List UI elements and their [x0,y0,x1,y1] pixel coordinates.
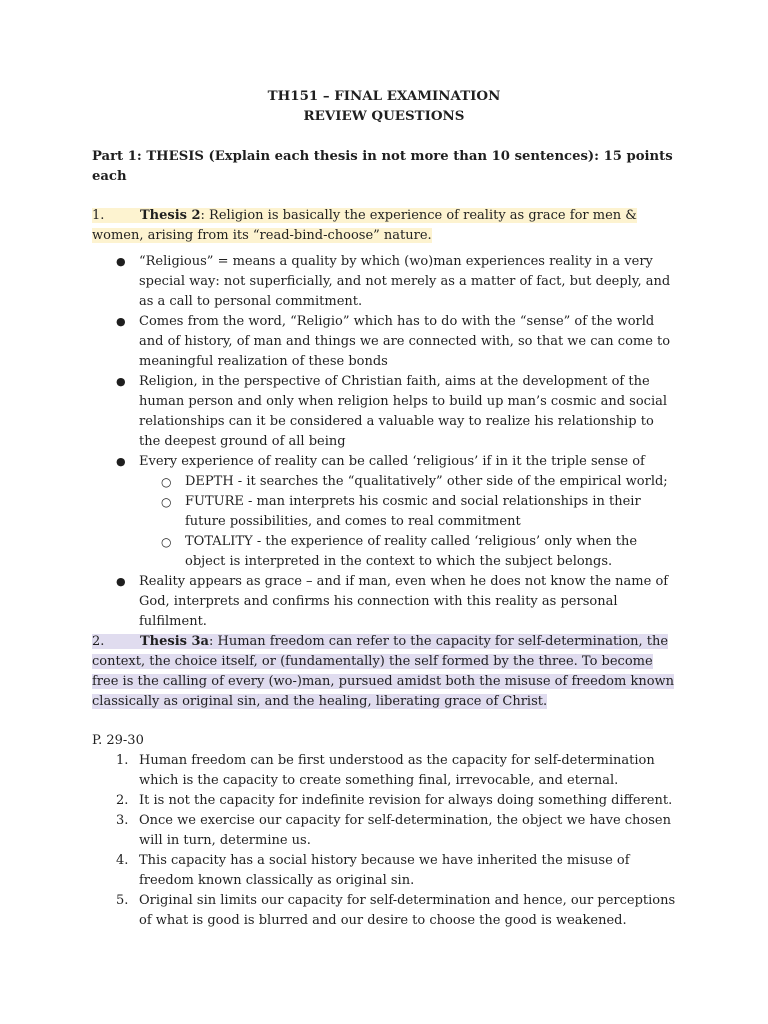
item-text: Once we exercise our capacity for self-determination, the object we have chosen will in turn, determine us. [139,813,671,848]
thesis-2-number: 2. [92,634,105,649]
document-title [92,86,676,126]
bullet-icon: ● [116,375,126,388]
bullet-text: Reality appears as grace – and if man, even when he does not know the name of God, interprets and confirms his connection with this reality as personal fulfilment. [139,574,669,629]
item-number: 4. [116,853,129,868]
sub-list-item [139,532,676,572]
item-text: This capacity has a social history because we have inherited the misuse of freedom known classically as original sin. [139,853,630,888]
thesis-1-bullets [92,252,676,632]
bullet-text: “Religious” = means a quality by which (wo)man experiences reality in a very special way: not superficially, and not merely as a matter of fact, but deeply, and as a call to personal commitment. [139,254,671,309]
circle-bullet-icon: ○ [161,535,172,549]
page-reference: P. 29-30 [92,733,144,748]
thesis-2-label: Thesis 3a [140,634,209,649]
sub-bullet-text: FUTURE - man interprets his cosmic and social relationships in their future possibilities, and comes to real commitment [185,494,641,529]
list-item [92,372,676,452]
thesis-2-text: : Human freedom can refer to the capacity for self-determination, the context, the choice itself, or (fundamentally) the self formed by the three. To become free is the calling of every (wo-)man, pursued amidst both the misuse of freedom known classically as original sin, and the healing, liberating grace of Christ. [92,634,675,709]
bullet-icon: ● [116,255,126,268]
sub-list-item [139,472,676,492]
bullet-icon: ● [116,315,126,328]
bullet-text: Religion, in the perspective of Christian faith, aims at the development of the human person and only when religion helps to build up man’s cosmic and social relationships can it be considered a valuable way to realize his relationship to the deepest ground of all being [139,374,668,449]
list-item [92,312,676,372]
sub-bullet-text: DEPTH - it searches the “qualitatively” other side of the empirical world; [185,474,668,489]
item-number: 5. [116,893,129,908]
item-number: 2. [116,793,129,808]
list-item [92,572,676,632]
thesis-1-number: 1. [92,208,105,223]
thesis-1-label: Thesis 2 [140,208,201,223]
bullet-icon: ● [116,575,126,588]
item-text: Human freedom can be first understood as the capacity for self-determination which is the capacity to create something final, irrevocable, and eternal. [139,753,655,788]
sub-list-item [139,492,676,532]
item-text: It is not the capacity for indefinite revision for always doing something different. [139,793,673,808]
item-number: 1. [116,753,129,768]
list-item [92,751,676,791]
bullet-icon: ● [116,455,126,468]
list-item [92,811,676,851]
list-item [92,252,676,312]
circle-bullet-icon: ○ [161,475,172,489]
thesis-2-highlight [92,634,674,709]
circle-bullet-icon: ○ [161,495,172,509]
sub-bullets [139,472,676,572]
list-item [92,452,676,572]
thesis-1-highlight [92,208,637,243]
list-item [92,791,676,811]
part-heading: Part 1: THESIS (Explain each thesis in not more than 10 sentences): 15 points each [92,149,673,184]
list-item [92,891,676,931]
numbered-list [92,751,676,931]
thesis-1 [92,206,676,246]
thesis-2 [92,632,676,712]
bullet-text: Comes from the word, “Religio” which has to do with the “sense” of the world and of history, of man and things we are connected with, so that we can come to meaningful realization of these bonds [139,314,671,369]
title-line-1: TH151 – FINAL EXAMINATION [267,88,501,104]
sub-bullet-text: TOTALITY - the experience of reality called ‘religious’ only when the object is interpreted in the context to which the subject belongs. [185,534,638,569]
title-line-2: REVIEW QUESTIONS [303,108,465,124]
item-number: 3. [116,813,129,828]
item-text: Original sin limits our capacity for self-determination and hence, our perceptions of what is good is blurred and our desire to choose the good is weakened. [139,893,676,928]
bullet-text: Every experience of reality can be called ‘religious’ if in it the triple sense of [139,454,645,469]
thesis-1-text: : Religion is basically the experience of reality as grace for men & women, arising from its “read-bind-choose” nature. [92,208,637,243]
list-item [92,851,676,891]
